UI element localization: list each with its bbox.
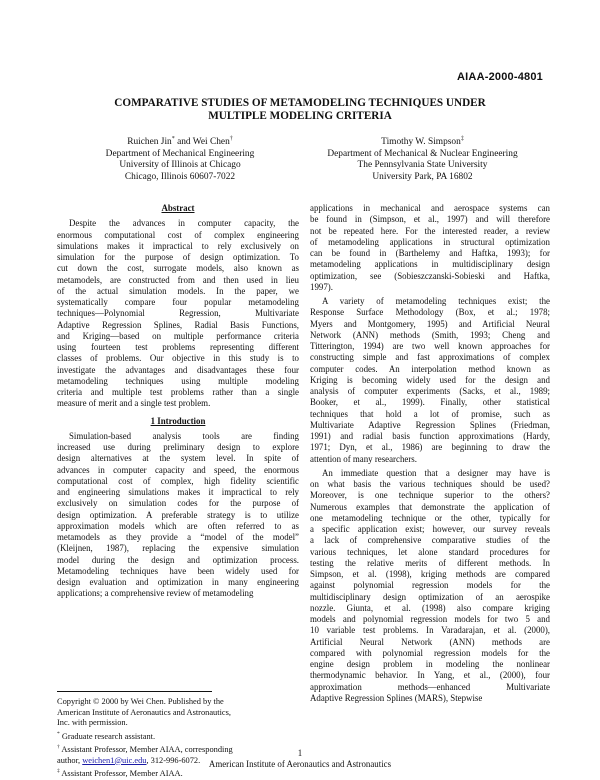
text-line: A variety of metamodeling techniques exist; the [322, 296, 550, 306]
text-line: Despite the advances in computer capacity, the [69, 218, 299, 229]
text-line: techniques that hold a lot of promise, such as [310, 408, 550, 419]
copyright-notice: Inc. with permission. [57, 718, 128, 728]
text-line: An immediate question that a designer may have is [322, 467, 550, 478]
text-line: enormous computational cost of complex engineering [57, 229, 299, 240]
text-line: compared with polynomial regression models for the [310, 647, 550, 658]
text-line: testing the relative merits of different methods. In [310, 557, 550, 568]
text-line: not be repeated here. For the interested reader, a review [310, 225, 550, 236]
text-line: computational cost of complex, high fidelity scientific [57, 475, 299, 486]
text-line: attention of many researchers. [310, 453, 417, 464]
text-line: metamodels, are constructed from and then used in lieu [57, 274, 299, 285]
text-line: of the actual simulation models. In the paper, we [57, 285, 299, 296]
abstract-body [57, 218, 299, 409]
page-footer [0, 748, 600, 770]
text-line: analysis of computer experiments (Sacks, et al., 1989; [310, 386, 550, 396]
page-number: 1 [297, 748, 303, 758]
text-line: models and polynomial regression models for two 5 and [310, 614, 550, 624]
text-line: simulation for the purpose of design optimization. To [57, 252, 299, 262]
author-univ: University of Illinois at Chicago [119, 160, 241, 171]
text-line: Numerous examples that demonstrate the application of [310, 501, 550, 512]
title-line: MULTIPLE MODELING CRITERIA [208, 110, 392, 122]
text-line: multidisciplinary design optimization of an aerospike [310, 591, 550, 602]
text-line: Adaptive Regression Splines, Radial Basis Functions, [57, 319, 299, 330]
text-line: techniques—Polynomial Regression, Multivariate [57, 308, 299, 319]
footer-organization: American Institute of Aeronautics and Astronautics [208, 759, 392, 769]
text-line: Response Surface Methodology (Box, et al.; 1978; [310, 307, 550, 318]
text-line: thermodynamic behavior. In Yang, et al., (2000), four [310, 670, 550, 681]
text-line: a specific application exist; however, our survey reveals [310, 524, 550, 534]
text-line: one metamodeling technique or the other, typically for [310, 512, 550, 523]
text-line: approximation methods—enhanced Multivariate [310, 681, 550, 692]
text-line: 1991) and radial basis function approximations (Hardy, [310, 431, 550, 441]
text-line: advances in computer capacity and speed, the enormous [57, 464, 299, 475]
text-line: metamodeling techniques using multiple modeling [57, 375, 299, 386]
author-dept: Department of Mechanical & Nuclear Engineering [327, 148, 518, 159]
author-name: Timothy W. Simpson‡ [381, 135, 464, 147]
text-line: investigate the advantages and disadvantages these four [57, 364, 299, 375]
text-line: Metamodeling techniques have been widely used for [57, 565, 299, 576]
left-column [57, 203, 299, 600]
text-line: approximation models which are often referred to as [57, 520, 299, 531]
text-line: measure of merit and a single test problem. [57, 398, 211, 409]
author-block-right [300, 137, 545, 183]
text-line: metamodeling applications in multidisciplinary design [310, 259, 550, 270]
abstract-heading: Abstract [161, 203, 195, 213]
text-line: nozzle. Giunta, et al. (1998) also compare kriging [310, 602, 550, 613]
introduction-heading: 1 Introduction [150, 415, 206, 426]
text-line: various techniques, let alone standard procedures for [310, 546, 550, 557]
text-line: and Kriging—based on multiple performance criteria [57, 330, 299, 341]
text-line: Adaptive Regression Splines (MARS), Stepwise [310, 692, 483, 703]
introduction-body [57, 431, 299, 600]
text-line: metamodels as they provide a “model of the model” [57, 532, 299, 542]
text-line: cut down the cost, surrogate models, also known as [57, 263, 299, 274]
text-line: Booker, et al., 1999). Finally, other statistical [310, 397, 550, 408]
text-line: Moreover, is one technique superior to the others? [310, 490, 550, 501]
title-line: COMPARATIVE STUDIES OF METAMODELING TECHNIQUES UNDER [114, 97, 486, 109]
text-line: Simpson, et al. (1998), kriging methods are compared [310, 569, 550, 579]
footnote: ‡ Assistant Professor, Member AIAA. [57, 768, 183, 778]
text-line: (Kleijnen, 1987), replacing the expensive simulation [57, 543, 299, 554]
text-line: be found in (Simpson, et al., 1997) and will therefore [310, 214, 550, 225]
text-line: constructing simple and fast approximations of complex [310, 352, 550, 363]
text-line: engine design problem in modeling the nonlinear [310, 659, 550, 669]
text-line: optimization, see (Sobieszczanski-Sobieski and Haftka, [310, 270, 550, 281]
text-line: against polynomial regression models for the [310, 580, 550, 591]
paragraph [310, 468, 550, 704]
email-link[interactable]: weichen1@uic.edu [82, 755, 147, 765]
text-line: exclusively on simulation codes for the purpose of [57, 498, 299, 509]
text-line: simulations makes it impractical to rely exclusively on [57, 240, 299, 251]
footnote-rule [57, 691, 212, 692]
text-line: 10 variable test problems. In Varadarajan, et al. (2000), [310, 625, 550, 636]
text-line: design alternatives at the system level. In spite of [57, 453, 299, 464]
text-line: computer codes. An interpolation method known as [310, 363, 550, 374]
author-address: Chicago, Illinois 60607-7022 [124, 171, 236, 182]
copyright-notice: American Institute of Aeronautics and Astronautics, [57, 707, 231, 717]
author-block-left [60, 137, 300, 183]
text-line: can be found in (Barthelemy and Haftka, 1993); for [310, 248, 550, 258]
paragraph [310, 203, 550, 293]
text-line: design evaluation and optimization in many engineering [57, 577, 299, 587]
text-line: using fourteen test problems representing different [57, 342, 299, 352]
author-address: University Park, PA 16802 [372, 171, 473, 182]
text-line: classes of problems. Our objective in this study is to [57, 353, 299, 364]
paper-title [60, 97, 540, 123]
text-line: applications in mechanical and aerospace systems can [310, 203, 550, 213]
text-line: criteria and multiple test problems rather than a single [57, 387, 299, 397]
text-line: applications; a comprehensive review of metamodeling [57, 588, 254, 599]
footnote: * Graduate research assistant. [57, 730, 156, 741]
text-line: 1971; Dyn, et al., 1986) are beginning to draw the [310, 442, 550, 453]
footnote: author, weichen1@uic.edu, 312-996-6072. [57, 755, 201, 765]
author-univ: The Pennsylvania State University [357, 160, 488, 171]
text-line: model during the design and optimization process. [57, 554, 299, 565]
author-names: Ruichen Jin* and Wei Chen† [127, 135, 233, 147]
text-line: of metamodeling applications in structural optimization [310, 236, 550, 247]
paragraph [310, 296, 550, 465]
right-column [310, 203, 550, 704]
text-line: design optimization. A preferable strategy is to utilize [57, 509, 299, 520]
copyright-notice: Copyright © 2000 by Wei Chen. Published by the [57, 697, 224, 706]
paper-id: AIAA-2000-4801 [457, 71, 543, 83]
text-line: increased use during preliminary design to explore [57, 442, 299, 452]
text-line: systematically compare four popular metamodeling [57, 297, 299, 307]
text-line: Titterington, 1994) are two well known approaches for [310, 341, 550, 351]
text-line: Artificial Neural Network (ANN) methods are [310, 636, 550, 647]
text-line: Myers and Montgomery, 1995) and Artificial Neural [310, 318, 550, 329]
text-line: Multivariate Adaptive Regression Splines (Friedman, [310, 419, 550, 430]
text-line: and engineering simulations makes it impractical to rely [57, 487, 299, 497]
text-line: a lack of comprehensive comparative studies of the [310, 535, 550, 546]
text-line: Simulation-based analysis tools are finding [69, 430, 299, 441]
author-dept: Department of Mechanical Engineering [105, 148, 255, 159]
text-line: 1997). [310, 281, 333, 292]
footnote: † Assistant Professor, Member AIAA, corresponding [57, 744, 233, 754]
text-line: on what basis the various techniques should be used? [310, 479, 550, 489]
text-line: Network (ANN) methods (Smith, 1993; Cheng and [310, 329, 550, 340]
text-line: Kriging is becoming widely used for the design and [310, 374, 550, 385]
